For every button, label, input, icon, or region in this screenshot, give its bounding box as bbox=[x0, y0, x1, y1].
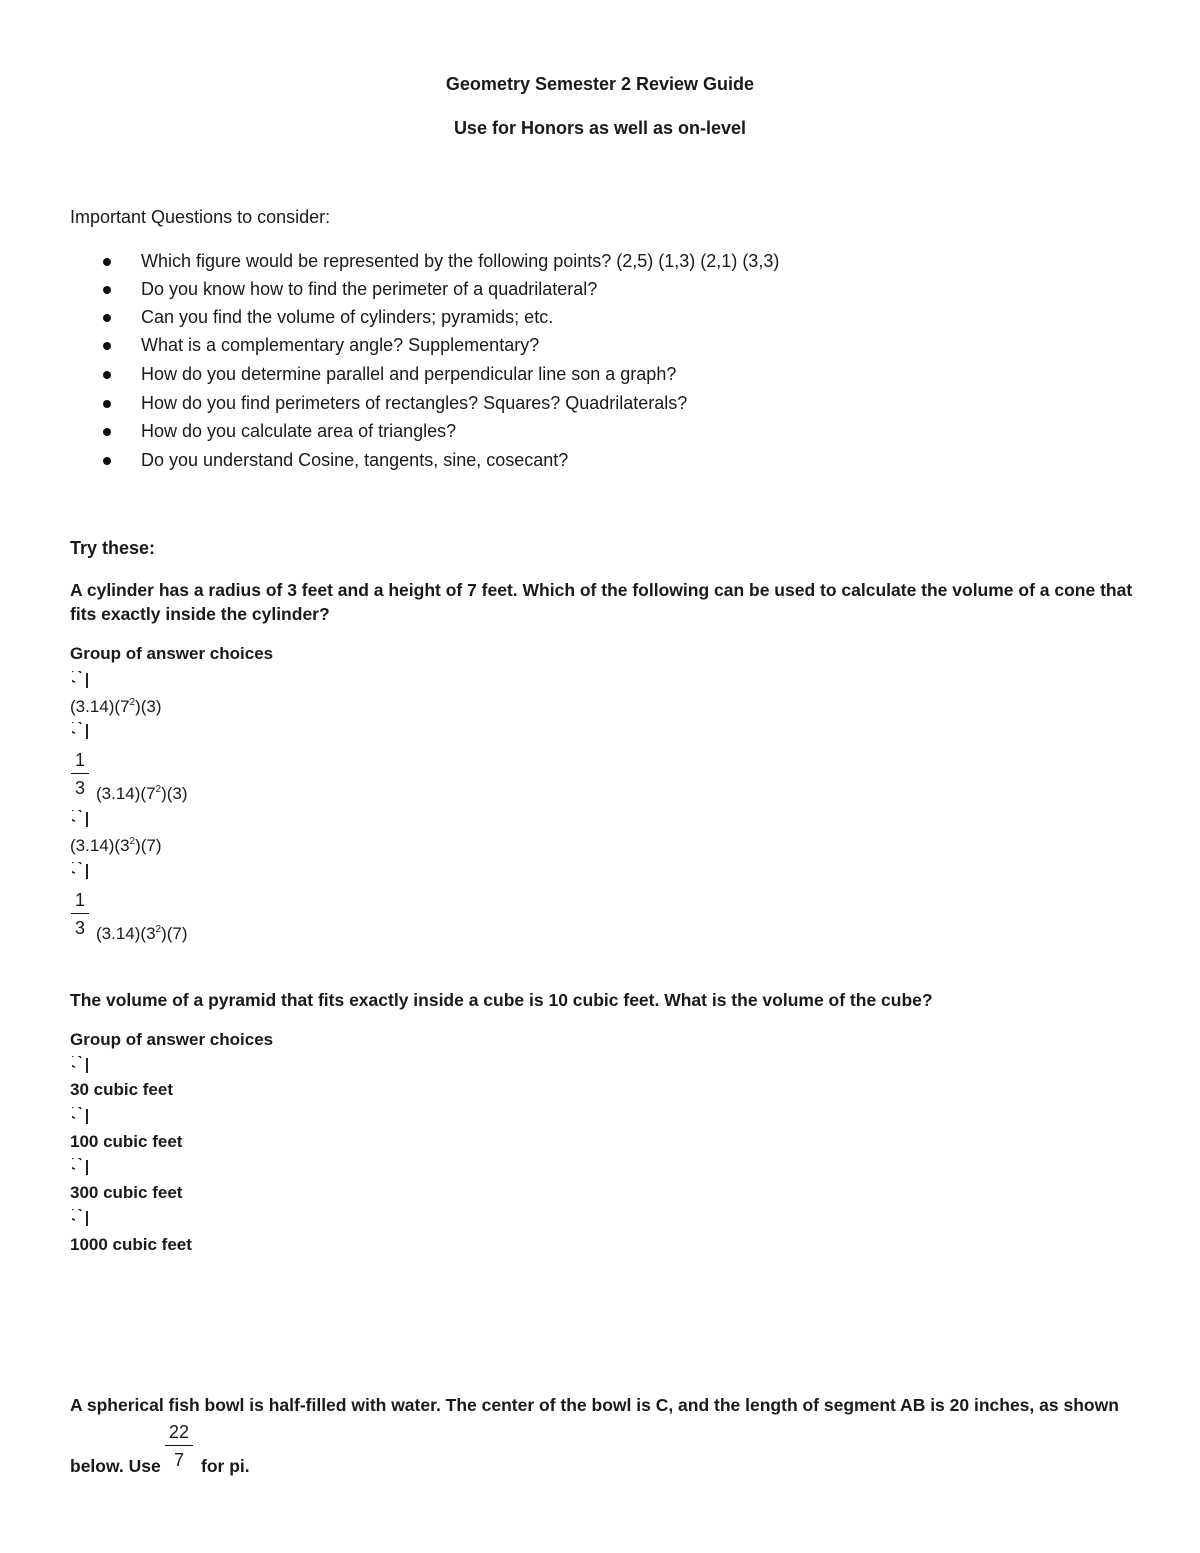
try-heading: Try these: bbox=[70, 538, 156, 558]
bullet-icon bbox=[103, 258, 111, 266]
answer-choice bbox=[96, 784, 188, 804]
fraction-numerator: 1 bbox=[74, 890, 85, 910]
answer-choice: 1000 cubic feet bbox=[70, 1235, 192, 1254]
radio-button[interactable] bbox=[72, 671, 90, 689]
list-item-text: Which figure would be represented by the following points? (2,5) (1,3) (2,1) (3,3) bbox=[141, 251, 780, 271]
radio-button[interactable] bbox=[72, 1209, 90, 1227]
fraction-numerator: 22 bbox=[168, 1422, 190, 1442]
fraction-bar bbox=[71, 913, 89, 914]
question-1-line-1: A cylinder has a radius of 3 feet and a height of 7 feet. Which of the following can be used to calculate the volume of a cone that bbox=[70, 580, 1133, 600]
bullet-icon bbox=[103, 371, 111, 379]
list-item-text: Can you find the volume of cylinders; pyramids; etc. bbox=[141, 307, 554, 327]
bullet-icon bbox=[103, 342, 111, 350]
list-item-text: Do you know how to find the perimeter of a quadrilateral? bbox=[141, 279, 598, 299]
list-item-text: Do you understand Cosine, tangents, sine, cosecant? bbox=[141, 450, 569, 470]
radio-button[interactable] bbox=[72, 1107, 90, 1125]
expr-exponent: 2 bbox=[155, 924, 162, 935]
bullet-icon bbox=[103, 457, 111, 465]
bullet-icon bbox=[103, 314, 111, 322]
question-3-line-2-end: for pi. bbox=[201, 1456, 250, 1476]
radio-button[interactable] bbox=[72, 1158, 90, 1176]
answer-choice: 300 cubic feet bbox=[70, 1183, 183, 1202]
question-2-text: The volume of a pyramid that fits exactly inside a cube is 10 cubic feet. What is the volume of the cube? bbox=[70, 990, 933, 1010]
bullet-icon bbox=[103, 286, 111, 294]
answer-choice bbox=[96, 924, 188, 944]
radio-button[interactable] bbox=[72, 722, 90, 740]
expr-base: (3.14)(3 bbox=[70, 836, 130, 855]
expr-exponent: 2 bbox=[129, 836, 136, 847]
expr-rest: )(7) bbox=[161, 924, 188, 943]
expr-rest: )(3) bbox=[135, 697, 162, 716]
questions-heading: Important Questions to consider: bbox=[70, 207, 331, 227]
answer-group-label: Group of answer choices bbox=[70, 644, 274, 663]
expr-rest: )(7) bbox=[135, 836, 162, 855]
fraction bbox=[71, 749, 89, 799]
page-subtitle: Use for Honors as well as on-level bbox=[453, 118, 747, 138]
radio-button[interactable] bbox=[72, 862, 90, 880]
expr-exponent: 2 bbox=[129, 697, 136, 708]
answer-group-label: Group of answer choices bbox=[70, 1030, 274, 1049]
fraction-denominator: 7 bbox=[173, 1450, 184, 1470]
bullet-icon bbox=[103, 428, 111, 436]
fraction-numerator: 1 bbox=[74, 750, 85, 770]
question-3-line-1: A spherical fish bowl is half-filled with water. The center of the bowl is C, and the length of segment AB is 20 inches, as shown bbox=[70, 1395, 1119, 1415]
fraction-bar bbox=[71, 773, 89, 774]
list-item-text: How do you find perimeters of rectangles? Squares? Quadrilaterals? bbox=[141, 393, 688, 413]
answer-choice bbox=[70, 697, 162, 717]
fraction bbox=[165, 1421, 193, 1471]
expr-exponent: 2 bbox=[155, 784, 162, 795]
list-item-text: How do you calculate area of triangles? bbox=[141, 421, 457, 441]
radio-button[interactable] bbox=[72, 1056, 90, 1074]
list-item-text: What is a complementary angle? Supplementary? bbox=[141, 335, 540, 355]
fraction-denominator: 3 bbox=[74, 778, 85, 798]
expr-base: (3.14)(7 bbox=[70, 697, 130, 716]
list-item-text: How do you determine parallel and perpendicular line son a graph? bbox=[141, 364, 677, 384]
expr-base: (3.14)(7 bbox=[96, 784, 156, 803]
question-1-line-2: fits exactly inside the cylinder? bbox=[70, 604, 330, 624]
page-title: Geometry Semester 2 Review Guide bbox=[445, 74, 755, 94]
radio-button[interactable] bbox=[72, 810, 90, 828]
expr-base: (3.14)(3 bbox=[96, 924, 156, 943]
fraction bbox=[71, 889, 89, 939]
answer-choice bbox=[70, 836, 162, 856]
fraction-bar bbox=[165, 1445, 193, 1446]
answer-choice: 30 cubic feet bbox=[70, 1080, 173, 1099]
answer-choice: 100 cubic feet bbox=[70, 1132, 183, 1151]
fraction-denominator: 3 bbox=[74, 918, 85, 938]
expr-rest: )(3) bbox=[161, 784, 188, 803]
question-3-line-2-start: below. Use bbox=[70, 1456, 161, 1476]
bullet-icon bbox=[103, 400, 111, 408]
